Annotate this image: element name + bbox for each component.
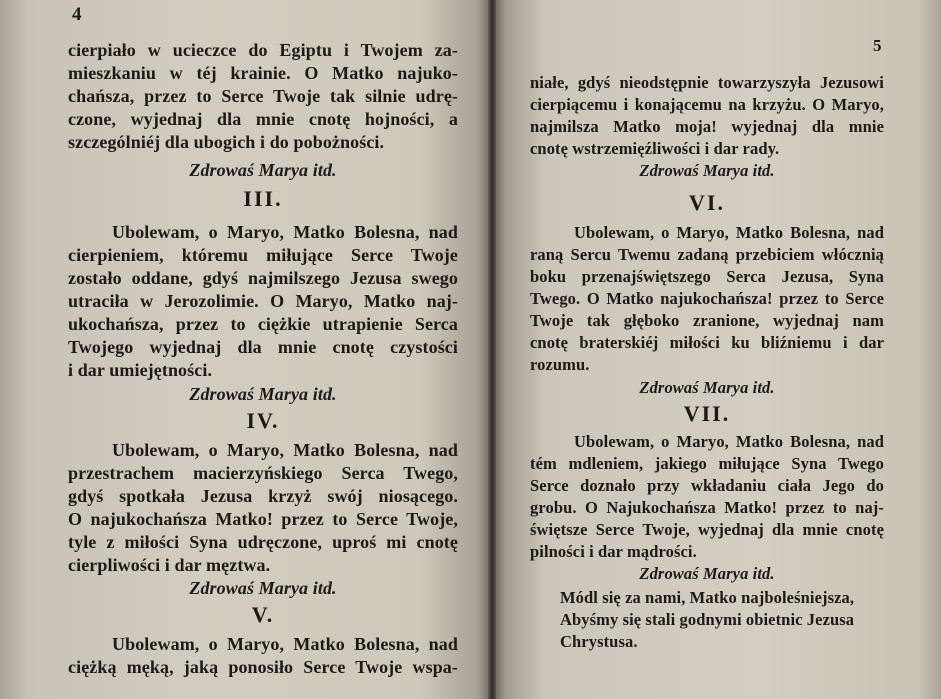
section-heading: V. <box>251 602 275 627</box>
text-line: Ubolewam, o Maryo, Matko Bolesna, nad <box>574 223 884 242</box>
section-heading: IV. <box>246 408 280 433</box>
prayer-refrain: Zdrowaś Marya itd. <box>639 161 775 180</box>
text-line: szczególniéj dla ubogich i do pobożności. <box>68 132 385 152</box>
text-line: raną Sercu Twemu zadaną przebiciem włócznią <box>530 245 884 264</box>
section-heading: VII. <box>683 401 731 426</box>
text-line: Abyśmy się stali godnymi obietnic Jezusa <box>560 610 855 629</box>
text-line: O najukochańsza Matko! przez to Serce Twoje, <box>68 509 458 529</box>
text-line: grobu. O Najukochańsza Matko! przez to naj- <box>530 498 884 517</box>
text-line: gdyś spotkała Jezusa krzyż swój niosącego. <box>68 486 458 506</box>
text-line: tém mdleniem, jakiego miłujące Syna Twego <box>530 454 884 473</box>
text-line: i dar umiejętności. <box>68 360 213 380</box>
text-line: mieszkaniu w téj krainie. O Matko najuko- <box>68 63 458 83</box>
text-line: pilności i dar mądrości. <box>530 542 697 561</box>
page-number: 4 <box>72 4 82 25</box>
right-page <box>492 0 941 699</box>
section-heading: III. <box>243 186 283 211</box>
text-line: przestrachem macierzyńskiego Serca Twego, <box>68 463 458 483</box>
text-line: rozumu. <box>530 355 590 374</box>
text-line: Twojego wyjednaj dla mnie cnotę czystości <box>68 337 458 357</box>
text-line: zostało oddane, gdyś najmilszego Jezusa swego <box>68 268 458 288</box>
page-number: 5 <box>873 36 882 55</box>
section-heading: VI. <box>689 190 725 215</box>
prayer-refrain: Zdrowaś Marya itd. <box>189 578 337 598</box>
text-line: utraciła w Jerozolimie. O Maryo, Matko naj- <box>68 291 458 311</box>
prayer-refrain: Zdrowaś Marya itd. <box>189 160 337 180</box>
text-line: ciężką męką, jaką ponosiło Serce Twoje wspa- <box>68 657 458 677</box>
text-line: świętsze Serce Twoje, wyjednaj dla mnie cnotę <box>530 520 884 539</box>
book-gutter <box>488 0 496 699</box>
prayer-refrain: Zdrowaś Marya itd. <box>189 384 337 404</box>
text-line: tyle z miłości Syna udręczone, uproś mi cnotę <box>68 532 458 552</box>
text-line: Ubolewam, o Maryo, Matko Bolesna, nad <box>112 440 458 460</box>
text-line: najmilsza Matko moja! wyjednaj dla mnie <box>530 117 884 136</box>
text-line: chańsza, przez to Serce Twoje tak silnie udrę- <box>68 86 458 106</box>
text-line: cierpiało w ucieczce do Egiptu i Twojem za- <box>68 40 458 60</box>
text-line: Twego. O Matko najukochańsza! przez to Serce <box>530 289 884 308</box>
text-line: Serce doznało przy wkładaniu ciała Jego do <box>530 476 884 495</box>
text-line: cierpliwości i dar męztwa. <box>68 555 271 575</box>
text-line: boku przenajświętszego Serca Jezusa, Syna <box>530 267 884 286</box>
text-line: cnotę braterskiéj miłości ku bliźniemu i dar <box>530 333 884 352</box>
prayer-refrain: Zdrowaś Marya itd. <box>639 564 775 583</box>
text-line: czone, wyjednaj dla mnie cnotę hojności, a <box>68 109 458 129</box>
text-line: cierpiącemu i konającemu na krzyżu. O Maryo, <box>530 95 884 114</box>
text-line: Ubolewam, o Maryo, Matko Bolesna, nad <box>112 634 458 654</box>
text-line: ukochańsza, przez to ciężkie utrapienie Serca <box>68 314 458 334</box>
text-line: Twoje tak głęboko zranione, wyjednaj nam <box>530 311 884 330</box>
text-line: Módl się za nami, Matko najboleśniejsza, <box>560 588 855 607</box>
text-line: niałe, gdyś nieodstępnie towarzyszyła Jezusowi <box>530 73 884 92</box>
text-line: Ubolewam, o Maryo, Matko Bolesna, nad <box>112 222 458 242</box>
text-line: cnotę wstrzemięźliwości i dar rady. <box>530 139 780 158</box>
prayer-refrain: Zdrowaś Marya itd. <box>639 378 775 397</box>
text-line: cierpieniem, któremu miłujące Serce Twoje <box>68 245 458 265</box>
text-line: Chrystusa. <box>560 632 638 651</box>
text-line: Ubolewam, o Maryo, Matko Bolesna, nad <box>574 432 884 451</box>
